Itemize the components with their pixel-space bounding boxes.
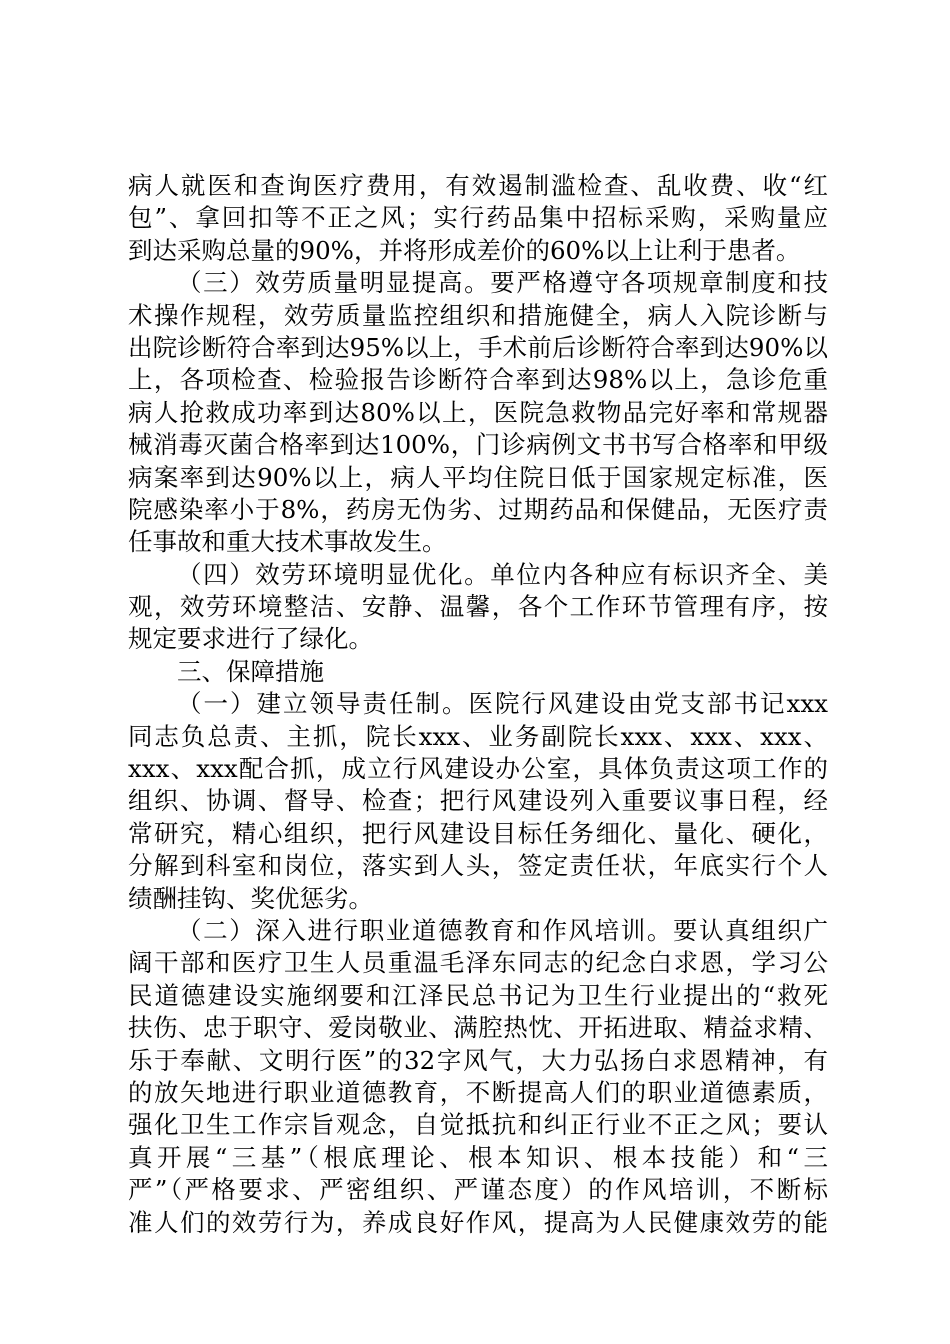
- text-line: 严”（严格要求、严密组织、严谨态度）的作风培训，不断标: [128, 1175, 828, 1205]
- text-line: 组织、协调、督导、检查；把行风建设列入重要议事日程，经: [128, 786, 828, 816]
- text-line: （四）效劳环境明显优化。单位内各种应有标识齐全、美: [177, 559, 828, 589]
- text-line: 出院诊断符合率到达95%以上，手术前后诊断符合率到达90%以: [128, 332, 828, 362]
- document-body: [128, 170, 828, 1239]
- text-line: 病人就医和查询医疗费用，有效遏制滥检查、乱收费、收“红: [128, 171, 828, 200]
- text-line: 同志负总责、主抓，院长xxx、业务副院长xxx、xxx、xxx、: [128, 721, 828, 751]
- text-line: 规定要求进行了绿化。: [128, 624, 373, 654]
- text-line: 常研究，精心组织，把行风建设目标任务细化、量化、硬化，: [128, 818, 828, 848]
- text-line: 绩酬挂钩、奖优惩劣。: [128, 883, 373, 913]
- text-line: xxx、xxx配合抓，成立行风建设办公室，具体负责这项工作的: [128, 754, 828, 784]
- text-line: 院感染率小于8%，药房无伪劣、过期药品和保健品，无医疗责: [128, 494, 828, 524]
- text-line: 真开展“三基”（根底理论、根本知识、根本技能）和“三: [128, 1142, 828, 1172]
- text-line: （一）建立领导责任制。医院行风建设由党支部书记xxx: [177, 689, 828, 719]
- text-line: 乐于奉献、文明行医”的32字风气，大力弘扬白求恩精神，有: [128, 1045, 828, 1075]
- text-line: 民道德建设实施纲要和江泽民总书记为卫生行业提出的“救死: [128, 980, 828, 1010]
- text-line: 到达采购总量的90%，并将形成差价的60%以上让利于患者。: [128, 235, 801, 265]
- text-line: 准人们的效劳行为，养成良好作风，提高为人民健康效劳的能: [128, 1207, 828, 1237]
- text-line: 分解到科室和岗位，落实到人头，签定责任状，年底实行个人: [128, 851, 828, 881]
- text-line: 强化卫生工作宗旨观念，自觉抵抗和纠正行业不正之风；要认: [128, 1110, 828, 1140]
- text-line: 病案率到达90%以上，病人平均住院日低于国家规定标准，医: [128, 462, 828, 492]
- text-line: 上，各项检查、检验报告诊断符合率到达98%以上，急诊危重: [128, 365, 828, 395]
- text-line: 病人抢救成功率到达80%以上，医院急救物品完好率和常规器: [128, 397, 828, 427]
- text-line: 任事故和重大技术事故发生。: [128, 527, 447, 557]
- text-line: 扶伤、忠于职守、爱岗敬业、满腔热忱、开拓进取、精益求精、: [128, 1013, 828, 1043]
- text-line: 的放矢地进行职业道德教育，不断提高人们的职业道德素质，: [128, 1077, 828, 1107]
- text-line: 观，效劳环境整洁、安静、温馨，各个工作环节管理有序，按: [128, 592, 828, 622]
- section-heading: 三、保障措施: [177, 656, 324, 686]
- text-line: 械消毒灭菌合格率到达100%，门诊病例文书书写合格率和甲级: [128, 430, 828, 460]
- text-line: 术操作规程，效劳质量监控组织和措施健全，病人入院诊断与: [128, 300, 828, 330]
- text-line: 阔干部和医疗卫生人员重温毛泽东同志的纪念白求恩，学习公: [128, 948, 828, 978]
- text-line: （三）效劳质量明显提高。要严格遵守各项规章制度和技: [177, 268, 828, 298]
- text-line: 包”、拿回扣等不正之风；实行药品集中招标采购，采购量应: [128, 203, 828, 233]
- text-line: （二）深入进行职业道德教育和作风培训。要认真组织广: [177, 915, 828, 945]
